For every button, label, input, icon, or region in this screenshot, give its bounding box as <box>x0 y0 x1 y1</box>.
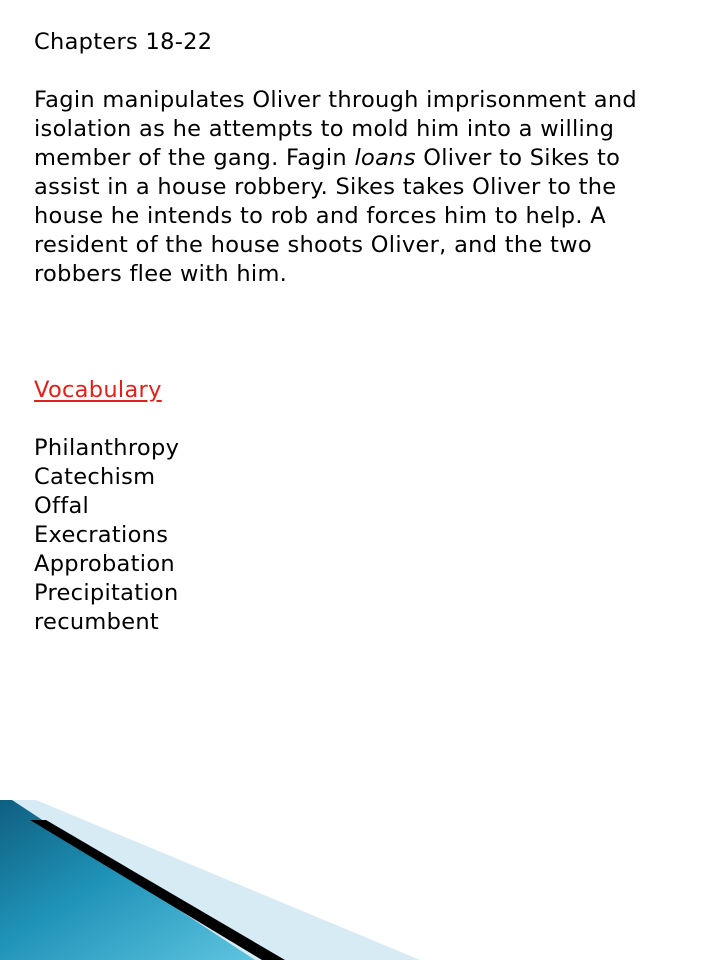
vocab-word: Philanthropy <box>34 435 180 461</box>
slide-content <box>34 28 684 637</box>
summary-part-2: Oliver to Sikes to assist in a house robbery. Sikes takes Oliver to the house he intends to rob and forces him to help. A resident of the house shoots Oliver, and the two robbers flee with him. <box>34 145 621 287</box>
vocabulary-title: Vocabulary <box>34 377 162 403</box>
chapter-summary <box>34 86 684 289</box>
vocab-word: Offal <box>34 493 90 519</box>
vocab-word: Execrations <box>34 522 169 548</box>
vocab-word: Precipitation <box>34 580 179 606</box>
vocab-word: recumbent <box>34 609 160 635</box>
vocab-word: Catechism <box>34 464 156 490</box>
corner-decoration <box>0 800 720 960</box>
vocabulary-list <box>34 434 684 637</box>
summary-emphasis: loans <box>354 145 416 171</box>
chapters-heading: Chapters 18-22 <box>34 29 213 55</box>
summary-part-1: Fagin manipulates Oliver through imprisonment and isolation as he attempts to mold him into a willing member of the gang. Fagin <box>34 87 638 171</box>
vocab-word: Approbation <box>34 551 175 577</box>
